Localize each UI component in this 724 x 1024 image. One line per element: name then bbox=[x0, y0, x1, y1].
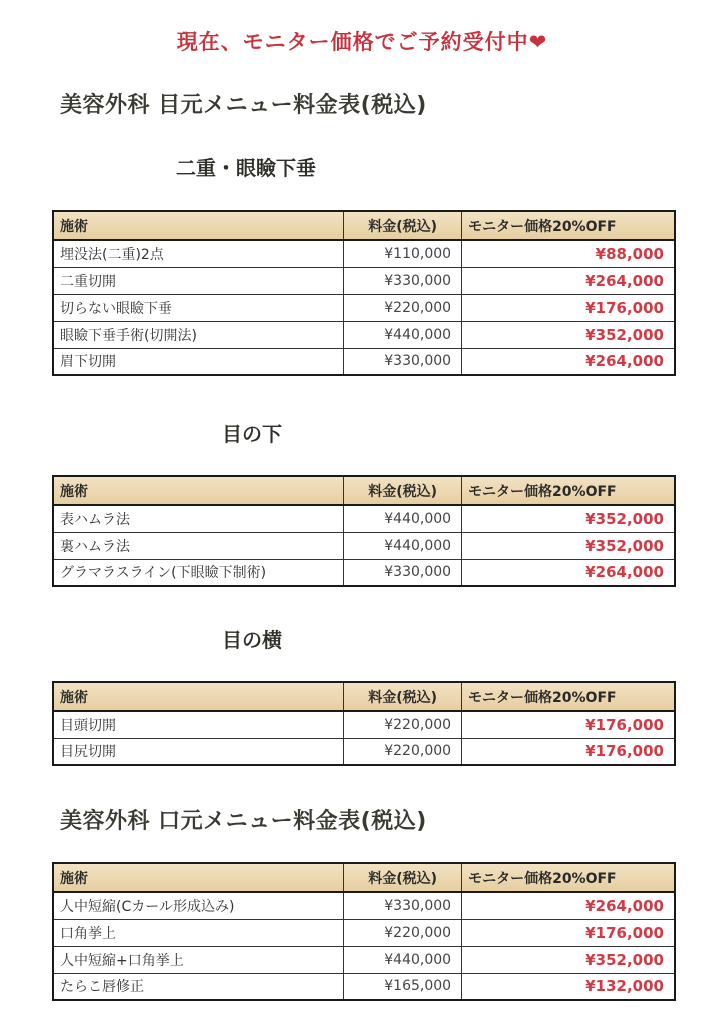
regular-price: ¥220,000 bbox=[344, 738, 462, 765]
monitor-price: ¥352,000 bbox=[462, 505, 675, 532]
header-procedure: 施術 bbox=[53, 682, 344, 711]
monitor-price: ¥264,000 bbox=[462, 892, 675, 919]
table-row bbox=[53, 267, 675, 294]
monitor-banner bbox=[0, 26, 724, 56]
regular-price: ¥165,000 bbox=[344, 973, 462, 1000]
table-row bbox=[53, 294, 675, 321]
monitor-price: ¥176,000 bbox=[462, 738, 675, 765]
table-row bbox=[53, 919, 675, 946]
table-header-row bbox=[53, 682, 675, 711]
header-procedure: 施術 bbox=[53, 211, 344, 240]
monitor-price: ¥352,000 bbox=[462, 532, 675, 559]
header-price: 料金(税込) bbox=[344, 863, 462, 892]
procedure-name: 二重切開 bbox=[53, 267, 344, 294]
header-price: 料金(税込) bbox=[344, 476, 462, 505]
regular-price: ¥330,000 bbox=[344, 267, 462, 294]
monitor-price: ¥264,000 bbox=[462, 559, 675, 586]
procedure-name: 表ハムラ法 bbox=[53, 505, 344, 532]
header-procedure: 施術 bbox=[53, 476, 344, 505]
header-monitor-price: モニター価格20%OFF bbox=[462, 682, 675, 711]
price-table-double-eyelid bbox=[52, 210, 676, 376]
regular-price: ¥330,000 bbox=[344, 892, 462, 919]
header-price: 料金(税込) bbox=[344, 682, 462, 711]
header-price: 料金(税込) bbox=[344, 211, 462, 240]
table-header-row bbox=[53, 211, 675, 240]
regular-price: ¥220,000 bbox=[344, 919, 462, 946]
header-procedure: 施術 bbox=[53, 863, 344, 892]
regular-price: ¥110,000 bbox=[344, 240, 462, 267]
procedure-name: 人中短縮+口角挙上 bbox=[53, 946, 344, 973]
table-row bbox=[53, 532, 675, 559]
section-title-under-eye: 目の下 bbox=[222, 422, 282, 446]
table-row bbox=[53, 738, 675, 765]
monitor-price: ¥264,000 bbox=[462, 267, 675, 294]
banner-text: 現在、モニター価格でご予約受付中 bbox=[176, 30, 529, 54]
monitor-price: ¥176,000 bbox=[462, 711, 675, 738]
mouth-menu-title: 美容外科 口元メニュー料金表(税込) bbox=[60, 809, 427, 834]
procedure-name: 目尻切開 bbox=[53, 738, 344, 765]
table-row bbox=[53, 973, 675, 1000]
procedure-name: 目頭切開 bbox=[53, 711, 344, 738]
monitor-price: ¥352,000 bbox=[462, 321, 675, 348]
procedure-name: 裏ハムラ法 bbox=[53, 532, 344, 559]
heart-icon: ❤ bbox=[528, 30, 548, 54]
regular-price: ¥440,000 bbox=[344, 505, 462, 532]
procedure-name: 眼瞼下垂手術(切開法) bbox=[53, 321, 344, 348]
regular-price: ¥440,000 bbox=[344, 946, 462, 973]
table-row bbox=[53, 505, 675, 532]
monitor-price: ¥176,000 bbox=[462, 294, 675, 321]
monitor-price: ¥132,000 bbox=[462, 973, 675, 1000]
monitor-price: ¥176,000 bbox=[462, 919, 675, 946]
table-row bbox=[53, 348, 675, 375]
table-row bbox=[53, 321, 675, 348]
price-table-eye-corner bbox=[52, 681, 676, 766]
table-row bbox=[53, 240, 675, 267]
header-monitor-price: モニター価格20%OFF bbox=[462, 211, 675, 240]
procedure-name: グラマラスライン(下眼瞼下制術) bbox=[53, 559, 344, 586]
regular-price: ¥440,000 bbox=[344, 321, 462, 348]
section-title-double-eyelid: 二重・眼瞼下垂 bbox=[176, 156, 316, 180]
procedure-name: 埋没法(二重)2点 bbox=[53, 240, 344, 267]
monitor-price: ¥88,000 bbox=[462, 240, 675, 267]
header-monitor-price: モニター価格20%OFF bbox=[462, 863, 675, 892]
table-header-row bbox=[53, 476, 675, 505]
table-row bbox=[53, 946, 675, 973]
price-table-under-eye bbox=[52, 475, 676, 587]
procedure-name: 人中短縮(Cカール形成込み) bbox=[53, 892, 344, 919]
regular-price: ¥220,000 bbox=[344, 294, 462, 321]
monitor-price: ¥264,000 bbox=[462, 348, 675, 375]
procedure-name: 眉下切開 bbox=[53, 348, 344, 375]
regular-price: ¥330,000 bbox=[344, 559, 462, 586]
regular-price: ¥440,000 bbox=[344, 532, 462, 559]
regular-price: ¥330,000 bbox=[344, 348, 462, 375]
table-header-row bbox=[53, 863, 675, 892]
header-monitor-price: モニター価格20%OFF bbox=[462, 476, 675, 505]
eye-menu-title: 美容外科 目元メニュー料金表(税込) bbox=[60, 93, 427, 118]
procedure-name: たらこ唇修正 bbox=[53, 973, 344, 1000]
section-title-eye-corner: 目の横 bbox=[222, 628, 282, 652]
procedure-name: 口角挙上 bbox=[53, 919, 344, 946]
monitor-price: ¥352,000 bbox=[462, 946, 675, 973]
table-row bbox=[53, 711, 675, 738]
table-row bbox=[53, 559, 675, 586]
price-table-mouth bbox=[52, 862, 676, 1001]
regular-price: ¥220,000 bbox=[344, 711, 462, 738]
procedure-name: 切らない眼瞼下垂 bbox=[53, 294, 344, 321]
table-row bbox=[53, 892, 675, 919]
